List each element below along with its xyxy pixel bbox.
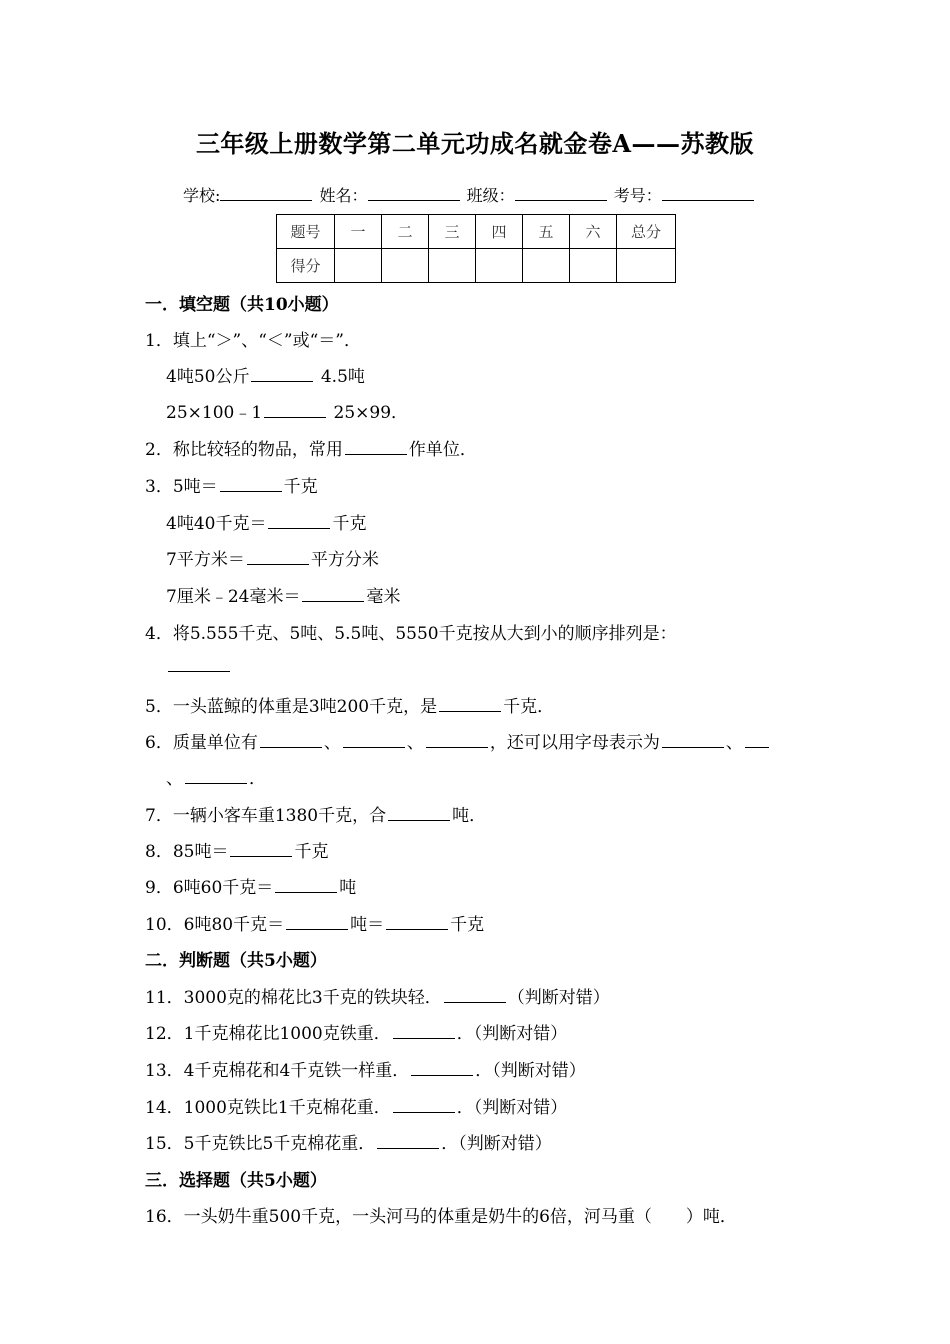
question-line bbox=[145, 326, 361, 351]
answer-blank[interactable] bbox=[393, 1022, 455, 1039]
question-line bbox=[145, 873, 356, 898]
question-line bbox=[145, 801, 486, 826]
name-field[interactable] bbox=[368, 186, 460, 201]
question-text: 三．选择题（共5小题） bbox=[145, 1171, 327, 1191]
answer-blank[interactable] bbox=[345, 438, 407, 455]
school-label: 学校: bbox=[183, 186, 221, 205]
question-line bbox=[166, 398, 408, 423]
answer-blank[interactable] bbox=[247, 548, 309, 565]
question-line bbox=[145, 1202, 737, 1227]
question-text: 平方分米 bbox=[310, 550, 379, 570]
question-text: 4.5吨 bbox=[315, 367, 365, 387]
question-text: 吨＝ bbox=[350, 915, 385, 935]
answer-blank[interactable] bbox=[260, 731, 322, 748]
question-text: 、 bbox=[725, 733, 743, 753]
answer-blank[interactable] bbox=[393, 1096, 455, 1113]
answer-blank[interactable] bbox=[444, 986, 506, 1003]
question-text: 16．一头奶牛重500千克，一头河马的体重是奶牛的6倍，河马重（ ）吨． bbox=[145, 1207, 737, 1227]
question-line bbox=[145, 435, 477, 460]
score-cell[interactable] bbox=[476, 249, 523, 283]
question-text: 4吨40千克＝ bbox=[166, 514, 267, 534]
question-text: 13．4千克棉花和4千克铁一样重． bbox=[145, 1061, 410, 1081]
answer-blank[interactable] bbox=[745, 731, 769, 748]
score-header-cell: 五 bbox=[523, 215, 570, 249]
question-text: 千克 bbox=[283, 477, 318, 497]
answer-blank[interactable] bbox=[275, 876, 337, 893]
section-heading bbox=[145, 1166, 327, 1191]
answer-blank[interactable] bbox=[388, 804, 450, 821]
question-text: 、 bbox=[323, 733, 341, 753]
question-line bbox=[166, 582, 400, 607]
answer-blank[interactable] bbox=[343, 731, 405, 748]
question-text: 千克 bbox=[332, 514, 367, 534]
question-text: 千克 bbox=[450, 915, 485, 935]
question-text: 毫米 bbox=[366, 587, 401, 607]
answer-blank[interactable] bbox=[377, 1132, 439, 1149]
score-cell[interactable] bbox=[429, 249, 476, 283]
page-title: 三年级上册数学第二单元功成名就金卷A——苏教版 bbox=[195, 129, 755, 158]
answer-blank[interactable] bbox=[230, 840, 292, 857]
class-label: 班级： bbox=[466, 186, 515, 205]
question-line bbox=[166, 509, 366, 534]
score-header-cell: 四 bbox=[476, 215, 523, 249]
question-line bbox=[145, 1019, 567, 1044]
score-header-cell: 题号 bbox=[277, 215, 335, 249]
score-header-cell: 三 bbox=[429, 215, 476, 249]
question-text: 作单位． bbox=[408, 440, 477, 460]
question-text: 7平方米＝ bbox=[166, 550, 245, 570]
question-text: ．（判断对错） bbox=[441, 1134, 552, 1154]
question-line bbox=[145, 619, 677, 644]
answer-blank[interactable] bbox=[268, 512, 330, 529]
score-header-cell: 总分 bbox=[617, 215, 676, 249]
answer-blank[interactable] bbox=[439, 695, 501, 712]
question-line bbox=[166, 545, 379, 570]
answer-blank[interactable] bbox=[264, 401, 326, 418]
name-label: 姓名： bbox=[319, 186, 368, 205]
score-table bbox=[276, 214, 676, 283]
question-text: ．（判断对错） bbox=[456, 1024, 568, 1044]
question-text: 、 bbox=[406, 733, 424, 753]
question-text: 7厘米﹣24毫米＝ bbox=[166, 587, 301, 607]
answer-blank[interactable] bbox=[168, 655, 230, 672]
score-row-label: 得分 bbox=[277, 249, 335, 283]
question-text: 10．6吨80千克＝ bbox=[145, 915, 285, 935]
answer-blank[interactable] bbox=[302, 585, 364, 602]
question-line bbox=[145, 910, 484, 935]
question-text: 一．填空题（共10小题） bbox=[145, 295, 339, 315]
answer-blank[interactable] bbox=[662, 731, 724, 748]
student-info-row bbox=[183, 183, 756, 206]
question-text: ．（判断对错） bbox=[456, 1098, 568, 1118]
question-line bbox=[166, 362, 365, 387]
question-line bbox=[145, 983, 610, 1008]
answer-blank[interactable] bbox=[426, 731, 488, 748]
question-text: （判断对错） bbox=[507, 988, 610, 1008]
question-text: 千克． bbox=[503, 697, 555, 717]
question-text: 4．将5.555千克、5吨、5.5吨、5550千克按从大到小的顺序排列是： bbox=[145, 624, 677, 644]
question-text: 1．填上“＞”、“＜”或“＝”． bbox=[145, 331, 361, 351]
score-cell[interactable] bbox=[382, 249, 429, 283]
exam-number-label: 考号： bbox=[613, 186, 662, 205]
question-line bbox=[145, 1056, 586, 1081]
question-text: 、 bbox=[166, 769, 183, 789]
question-text: 25×99． bbox=[328, 403, 409, 423]
score-table-score-row bbox=[277, 249, 676, 283]
question-text: 15．5千克铁比5千克棉花重． bbox=[145, 1134, 376, 1154]
question-line bbox=[145, 728, 771, 753]
class-field[interactable] bbox=[515, 186, 607, 201]
question-text: 二．判断题（共5小题） bbox=[145, 951, 327, 971]
question-text: 吨． bbox=[452, 806, 487, 826]
question-line bbox=[166, 655, 232, 677]
score-header-cell: 一 bbox=[335, 215, 382, 249]
answer-blank[interactable] bbox=[251, 365, 313, 382]
answer-blank[interactable] bbox=[220, 475, 282, 492]
question-text: 2．称比较轻的物品，常用 bbox=[145, 440, 343, 460]
score-header-cell: 六 bbox=[570, 215, 617, 249]
school-field[interactable] bbox=[220, 186, 312, 201]
score-cell[interactable] bbox=[617, 249, 676, 283]
score-header-cell: 二 bbox=[382, 215, 429, 249]
question-line bbox=[145, 472, 318, 497]
score-table-header-row bbox=[277, 215, 676, 249]
question-text: ． bbox=[249, 769, 266, 789]
question-text: 4吨50公斤 bbox=[166, 367, 250, 387]
question-text: 12．1千克棉花比1000克铁重． bbox=[145, 1024, 391, 1044]
question-text: 千克 bbox=[294, 842, 329, 862]
answer-blank[interactable] bbox=[286, 913, 348, 930]
answer-blank[interactable] bbox=[185, 767, 247, 784]
question-line bbox=[145, 1129, 552, 1154]
question-line bbox=[145, 837, 328, 862]
question-text: 吨 bbox=[339, 878, 357, 898]
question-text: 8．85吨＝ bbox=[145, 842, 229, 862]
question-text: 7．一辆小客车重1380千克，合 bbox=[145, 806, 387, 826]
question-text: 14．1000克铁比1千克棉花重． bbox=[145, 1098, 391, 1118]
question-text: 6．质量单位有 bbox=[145, 733, 258, 753]
question-line bbox=[166, 764, 266, 789]
score-cell[interactable] bbox=[335, 249, 382, 283]
question-text: ，还可以用字母表示为 bbox=[489, 733, 660, 753]
question-text: 9．6吨60千克＝ bbox=[145, 878, 274, 898]
answer-blank[interactable] bbox=[411, 1059, 473, 1076]
section-heading bbox=[145, 946, 327, 971]
answer-blank[interactable] bbox=[386, 913, 448, 930]
question-line bbox=[145, 1093, 567, 1118]
score-cell[interactable] bbox=[523, 249, 570, 283]
section-heading bbox=[145, 290, 339, 315]
question-text: 25×100﹣1 bbox=[166, 403, 263, 423]
question-line bbox=[145, 692, 554, 717]
question-text: 11．3000克的棉花比3千克的铁块轻． bbox=[145, 988, 442, 1008]
exam-number-field[interactable] bbox=[662, 186, 754, 201]
score-cell[interactable] bbox=[570, 249, 617, 283]
question-text: 3．5吨＝ bbox=[145, 477, 218, 497]
question-text: ．（判断对错） bbox=[475, 1061, 586, 1081]
question-text: 5．一头蓝鲸的体重是3吨200千克，是 bbox=[145, 697, 438, 717]
